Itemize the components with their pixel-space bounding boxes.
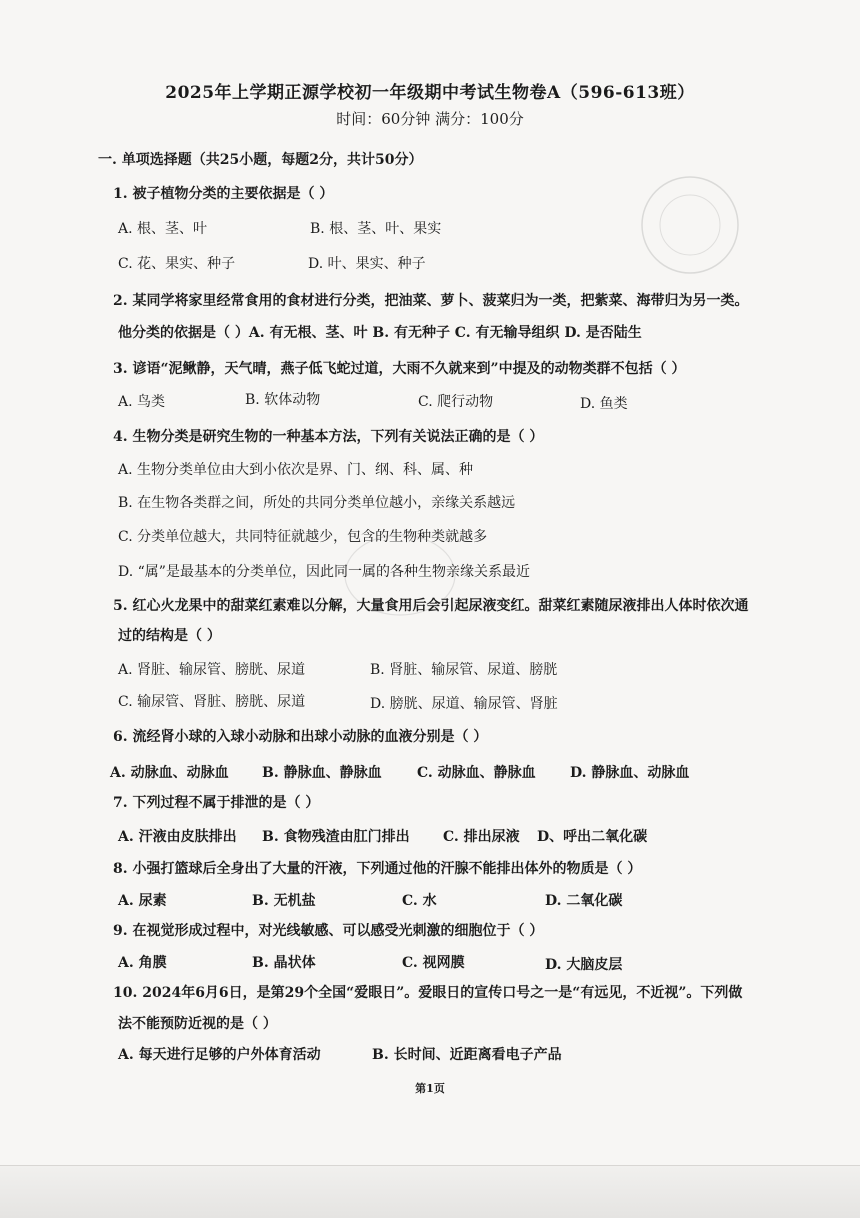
scan-bottom-edge [0, 1165, 860, 1218]
q5-option-d: D. 膀胱、尿道、输尿管、肾脏 [370, 696, 558, 712]
q3-option-d: D. 鱼类 [580, 396, 628, 412]
q3-option-a: A. 鸟类 [118, 394, 166, 410]
q6-stem: 6. 流经肾小球的入球小动脉和出球小动脉的血液分别是（ ） [113, 729, 488, 745]
q6-option-a: A. 动脉血、动脉血 [110, 765, 229, 781]
q4-option-a: A. 生物分类单位由大到小依次是界、门、纲、科、属、种 [118, 462, 474, 478]
q10-stem-cont: 法不能预防近视的是（ ） [118, 1016, 277, 1032]
q7-option-c: C. 排出尿液 [443, 829, 520, 845]
exam-title: 2025年上学期正源学校初一年级期中考试生物卷A（596-613班） [165, 83, 695, 103]
q8-option-b: B. 无机盐 [252, 893, 316, 909]
q5-option-a: A. 肾脏、输尿管、膀胱、尿道 [118, 662, 306, 678]
q7-option-a: A. 汗液由皮肤排出 [118, 829, 237, 845]
q6-option-b: B. 静脉血、静脉血 [262, 765, 382, 781]
q1-option-c: C. 花、果实、种子 [118, 256, 236, 272]
q7-option-b: B. 食物残渣由肛门排出 [262, 829, 410, 845]
q7-option-d: D、呼出二氧化碳 [537, 829, 648, 845]
q6-option-c: C. 动脉血、静脉血 [417, 765, 536, 781]
q9-option-a: A. 角膜 [118, 955, 167, 971]
q4-option-c: C. 分类单位越大，共同特征就越少，包含的生物种类就越多 [118, 529, 488, 545]
q10-option-b: B. 长时间、近距离看电子产品 [372, 1047, 562, 1063]
q2-stem: 2. 某同学将家里经常食用的食材进行分类，把油菜、萝卜、菠菜归为一类，把紫菜、海带归为另一类。 [113, 293, 749, 309]
q8-option-a: A. 尿素 [118, 893, 167, 909]
q10-stem: 10. 2024年6月6日，是第29个全国“爱眼日”。爱眼日的宣传口号之一是“有远见，不近视”。下列做 [113, 985, 743, 1001]
q5-option-c: C. 输尿管、肾脏、膀胱、尿道 [118, 694, 306, 710]
q1-stem: 1. 被子植物分类的主要依据是（ ） [113, 186, 334, 202]
page-number: 第1页 [415, 1082, 445, 1095]
q9-stem: 9. 在视觉形成过程中，对光线敏感、可以感受光刺激的细胞位于（ ） [113, 923, 544, 939]
q3-option-c: C. 爬行动物 [418, 394, 494, 410]
exam-time-score: 时间：60分钟 满分：100分 [336, 110, 524, 128]
q4-option-b: B. 在生物各类群之间，所处的共同分类单位越小，亲缘关系越远 [118, 495, 516, 511]
q9-option-c: C. 视网膜 [402, 955, 465, 971]
q4-stem: 4. 生物分类是研究生物的一种基本方法，下列有关说法正确的是（ ） [113, 429, 544, 445]
q1-option-b: B. 根、茎、叶、果实 [310, 221, 442, 237]
q7-stem: 7. 下列过程不属于排泄的是（ ） [113, 795, 320, 811]
q1-option-a: A. 根、茎、叶 [118, 221, 208, 237]
q4-option-d: D. “属”是最基本的分类单位，因此同一属的各种生物亲缘关系最近 [118, 564, 530, 580]
q5-stem: 5. 红心火龙果中的甜菜红素难以分解，大量食用后会引起尿液变红。甜菜红素随尿液排出人体时依次通 [113, 598, 749, 614]
bleed-through-diagram [600, 165, 780, 285]
q6-option-d: D. 静脉血、动脉血 [570, 765, 690, 781]
q1-option-d: D. 叶、果实、种子 [308, 256, 426, 272]
section-heading: 一. 单项选择题（共25小题，每题2分，共计50分） [98, 152, 423, 168]
q3-option-b: B. 软体动物 [245, 392, 321, 408]
q8-option-d: D. 二氧化碳 [545, 893, 623, 909]
q8-stem: 8. 小强打篮球后全身出了大量的汗液，下列通过他的汗腺不能排出体外的物质是（ ） [113, 861, 642, 877]
q10-option-a: A. 每天进行足够的户外体育活动 [118, 1047, 321, 1063]
q3-stem: 3. 谚语“泥鳅静，天气晴，燕子低飞蛇过道，大雨不久就来到”中提及的动物类群不包括（ ） [113, 361, 686, 377]
q8-option-c: C. 水 [402, 893, 437, 909]
q9-option-b: B. 晶状体 [252, 955, 316, 971]
q9-option-d: D. 大脑皮层 [545, 957, 623, 973]
q5-stem-cont: 过的结构是（ ） [118, 628, 221, 644]
q5-option-b: B. 肾脏、输尿管、尿道、膀胱 [370, 662, 558, 678]
q2-stem-cont: 他分类的依据是（ ）A. 有无根、茎、叶 B. 有无种子 C. 有无输导组织 D. 是否陆生 [118, 325, 642, 341]
